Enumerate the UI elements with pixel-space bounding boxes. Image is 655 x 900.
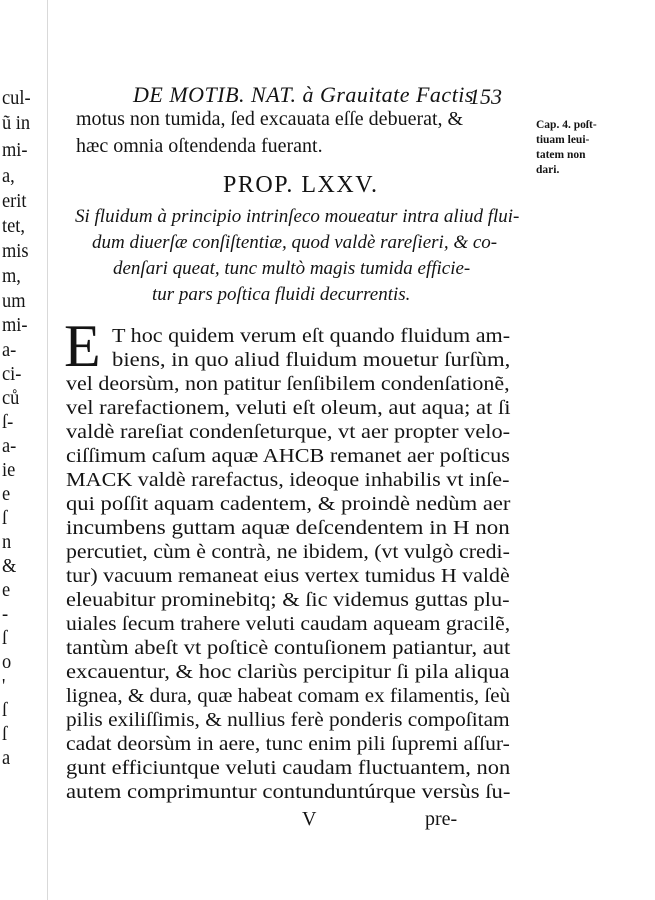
body-line: valdè rareſiat condenſeturque, vt aer propter velo- [66,422,511,443]
marginal-note [536,118,608,178]
gutter-fragment: m, [2,265,21,287]
gutter-fragment: ſ [2,507,8,529]
gutter-fragment: & [2,555,17,577]
gutter-fragment: mi- [2,314,28,336]
gutter-fragment: mis [2,240,29,262]
gutter-fragment: um [2,290,26,312]
body-line: tur) vacuum remaneat eius vertex tumidus H valdè [66,566,510,587]
gutter-fragment: ie [2,459,16,481]
gutter-fragment: ſ- [2,411,14,433]
body-line: uiales ſecum trahere veluti caudam aqueam gracilẽ, [66,614,511,635]
body-line: gunt efficiuntque veluti caudam fluctuantem, non [66,758,511,779]
gutter-fragment: tet, [2,215,25,237]
body-line: tantùm abeſt vt poſticè contuſionem patiantur, aut [66,638,511,659]
body-line: T hoc quidem verum eſt quando fluidum am- [112,326,511,347]
page-edge-shadow [47,0,48,900]
gutter-fragment: cul- [2,87,31,109]
gutter-fragment: ci- [2,363,22,385]
body-line: eleuabitur prominebitq; & ſic videmus guttas plu- [66,590,510,611]
body-line: excauentur, & hoc clariùs percipitur ſi pila aliqua [66,662,510,683]
gutter-fragment: mi- [2,139,28,161]
enunciation-line: Si fluidum à principio intrinſeco moueatur intra aliud flui- [75,206,520,227]
gutter-fragment: e [2,579,11,601]
gutter-fragment: o [2,651,12,673]
body-line: pilis exiliſſimis, & nullius ferè ponderis compoſitam [66,710,510,731]
gutter-fragment: a [2,747,11,769]
body-line: vel deorsùm, non patitur ſenſibilem condenſationẽ, [66,374,510,395]
gutter-fragment: erit [2,190,27,212]
gutter-fragment: a- [2,339,17,361]
carryover-line: motus non tumida, ſed excauata eſſe debuerat, & [76,108,464,130]
drop-cap-initial: E [64,313,101,379]
proposition-title: PROP. LXXV. [223,172,379,198]
body-line: cadat deorsùm in aere, tunc enim pili ſupremi aſſur- [66,734,510,755]
marginal-note-line: tatem non [536,149,586,161]
enunciation-line: tur pars poſtica fluidi decurrentis. [152,284,411,305]
body-line: MACK valdè rarefactus, ideoque inhabilis vt inſe- [66,470,510,491]
marginal-note-line: dari. [536,164,560,176]
gutter-fragment: ſ [2,627,8,649]
gutter-fragment: ců [2,387,20,409]
body-line: lignea, & dura, quæ habeat comam ex filamentis, ſeù [66,686,511,707]
gutter-fragment: n [2,531,12,553]
body-line: autem comprimuntur contunduntúrque versùs ſu- [66,782,511,803]
body-line: vel rarefactionem, veluti eſt oleum, aut aqua; at ſi [66,398,511,419]
gutter-fragment: ' [2,675,6,697]
page-number: 153 [469,84,502,109]
body-line: biens, in quo aliud fluidum mouetur ſurſùm, [112,350,511,371]
catchword: pre- [425,808,458,830]
gutter-fragment: a- [2,435,17,457]
body-line: qui poſſit aquam cadentem, & proindè nedùm aer [66,494,511,515]
enunciation-line: dum diuerſæ conſiſtentiæ, quod valdè rareſieri, & co- [92,232,498,253]
gutter-fragment: ſ [2,699,8,721]
gutter-fragment: ũ in [2,112,31,134]
running-head: DE MOTIB. NAT. à Grauitate Factis [133,82,474,107]
gutter-fragment: - [2,603,9,625]
enunciation-line: denſari queat, tunc multò magis tumida efficie- [113,258,471,279]
signature-mark: V [302,808,317,830]
body-line: incumbens guttam aquæ deſcendentem in H non [66,518,510,539]
body-line: ciſſimum caſum aquæ AHCB remanet aer poſticus [66,446,510,467]
marginal-note-line: Cap. 4. poſt- [536,119,597,131]
gutter-fragment: ſ [2,723,8,745]
gutter-fragment: a, [2,165,15,187]
marginal-note-line: tiuam leui- [536,134,590,146]
body-line: percutiet, cùm è contrà, ne ibidem, (vt vulgò credi- [66,542,510,563]
gutter-fragment: e [2,483,11,505]
carryover-line: hæc omnia oſtendenda fuerant. [76,135,323,157]
